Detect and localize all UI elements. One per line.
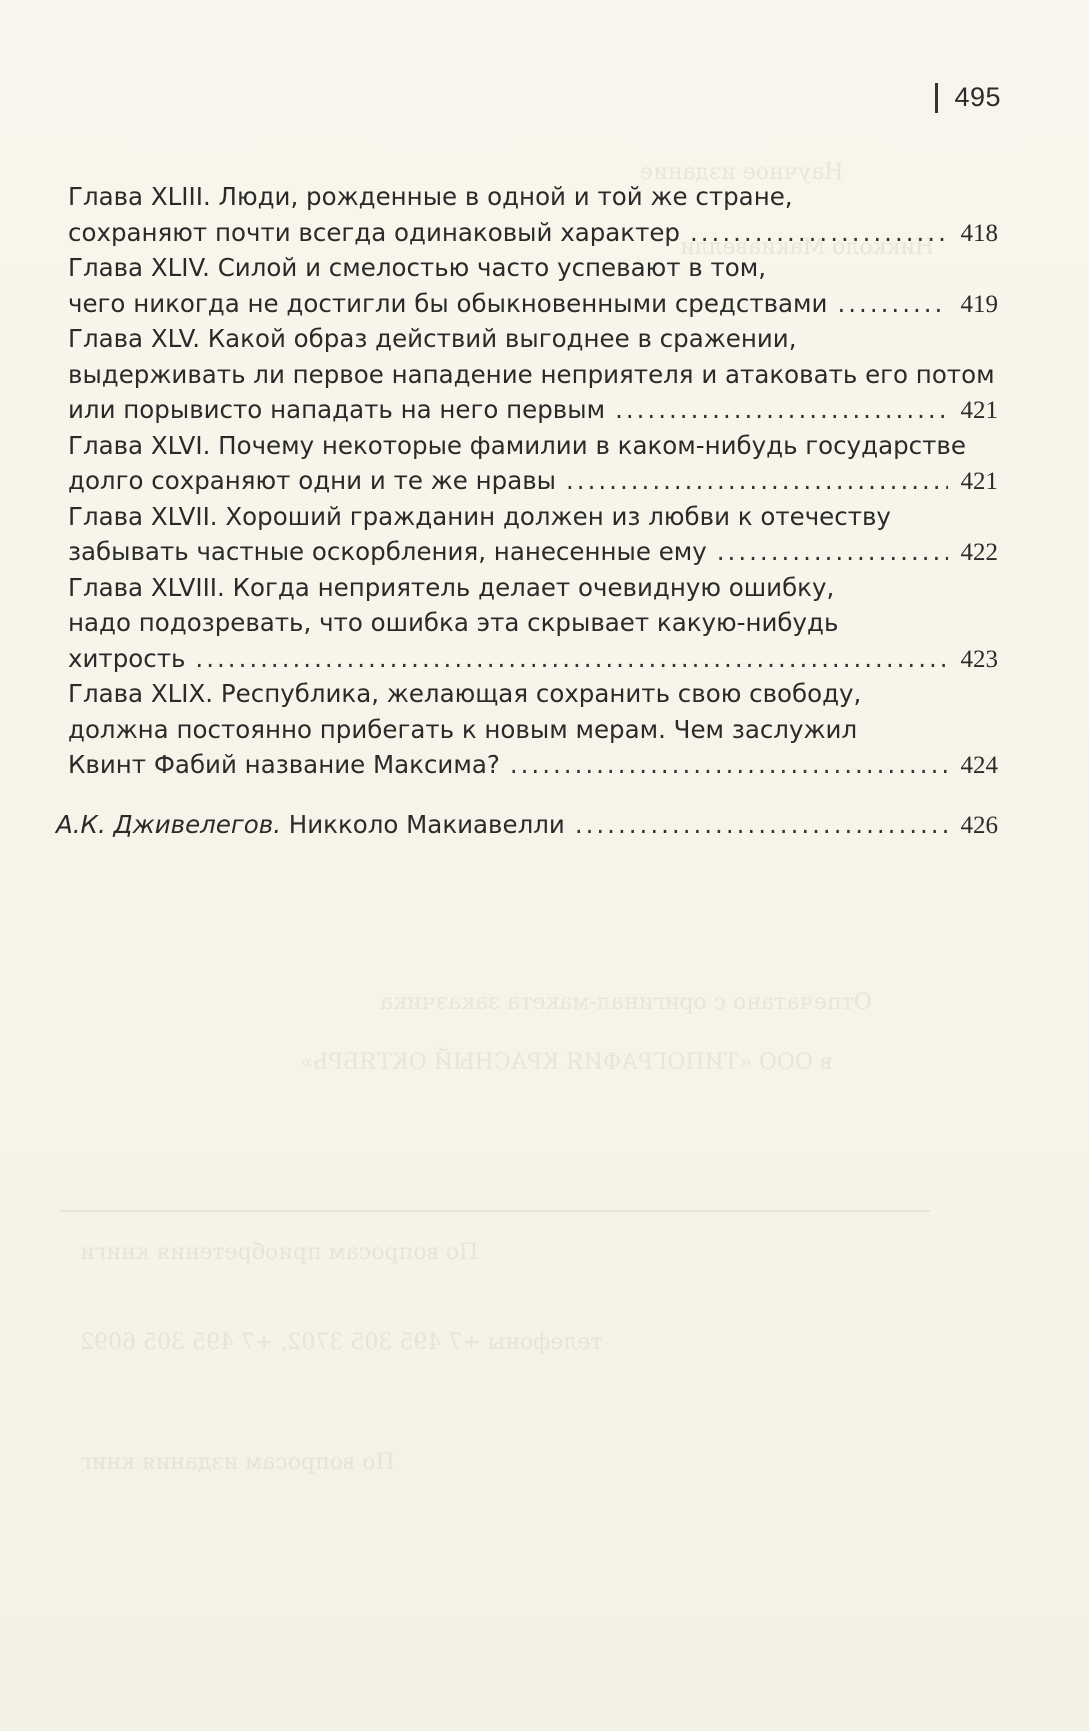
bleed-through-text: в ООО «ТИПОГРАФИЯ КРАСНЫЙ ОКТЯБРЬ» <box>300 1050 833 1075</box>
toc-entry-text: надо подозревать, что ошибка эта скрывает какую-нибудь <box>68 608 839 637</box>
toc-entry-text: Глава XLIII. Люди, рожденные в одной и той же стране, <box>68 182 793 211</box>
toc-leader-dots <box>717 537 948 566</box>
toc-entry-line <box>68 395 998 431</box>
toc-entry-line <box>68 573 998 609</box>
toc-leader-dots <box>837 289 948 318</box>
toc-entry-line <box>68 537 998 573</box>
bleed-through-text: Научное издание <box>640 160 844 185</box>
toc-entry-line <box>68 360 998 396</box>
toc-page-number: 424 <box>960 752 998 779</box>
toc-leader-dots <box>510 750 948 779</box>
toc-leader-dots <box>615 395 948 424</box>
toc-page-number: 423 <box>960 645 998 673</box>
toc-page-number: 418 <box>960 219 998 247</box>
toc-entry-text: должна постоянно прибегать к новым мерам. Чем заслужил <box>68 714 858 744</box>
toc-entry-text: Глава XLVI. Почему некоторые фамилии в каком-нибудь государстве <box>68 430 966 460</box>
bleed-through-text: телефоны +7 495 305 3702, +7 495 305 6092 <box>80 1330 603 1355</box>
toc-entry-text: Глава XLVIII. Когда неприятель делает очевидную ошибку, <box>68 572 835 602</box>
toc-page-number: 426 <box>960 811 998 839</box>
bleed-through-text: Отпечатано с оригинал-макета заказчика <box>380 990 872 1015</box>
toc-page-number: 422 <box>960 539 998 566</box>
toc-page-number: 421 <box>960 397 998 424</box>
table-of-contents <box>56 182 998 845</box>
toc-entry-text: Глава XLV. Какой образ действий выгоднее в сражении, <box>68 324 797 353</box>
toc-page-number: 421 <box>960 468 998 495</box>
header-rule <box>935 83 938 113</box>
toc-entry-text: сохраняют почти всегда одинаковый характер <box>68 217 680 247</box>
toc-entry-text: Глава XLVII. Хороший гражданин должен из любви к отечеству <box>68 501 891 531</box>
toc-entry-text: долго сохраняют одни и те же нравы <box>68 466 557 495</box>
toc-afterword-line <box>56 809 998 846</box>
toc-leader-dots <box>566 466 948 495</box>
toc-leader-dots <box>690 218 948 247</box>
bleed-through-text: Никколо Макиавелли <box>680 235 934 260</box>
toc-entry-text: выдерживать ли первое нападение неприятеля и атаковать его потом <box>68 359 995 389</box>
toc-entry-line <box>68 289 998 325</box>
toc-entry-text <box>56 810 565 839</box>
toc-entry-line <box>68 644 998 680</box>
toc-entry-line <box>68 466 998 502</box>
toc-entry-line <box>68 608 998 644</box>
afterword-author: А.К. Дживелегов. <box>56 809 281 839</box>
toc-page-number: 419 <box>960 290 998 318</box>
toc-entry-text: Глава XLIV. Силой и смелостью часто успевают в том, <box>68 253 767 282</box>
toc-leader-dots <box>195 644 948 673</box>
toc-entry-line <box>68 502 998 538</box>
page-header <box>935 82 1001 113</box>
toc-entry-line <box>68 182 998 218</box>
toc-entry-line <box>68 324 998 360</box>
toc-entry-line <box>68 679 998 715</box>
toc-entry-text: забывать частные оскорбления, нанесенные ему <box>68 537 707 566</box>
bleed-through-text: По вопросам издания книг <box>80 1450 395 1475</box>
toc-entry-line <box>68 431 998 467</box>
toc-entry-text: чего никогда не достигли бы обыкновенными средствами <box>68 288 828 318</box>
toc-leader-dots <box>575 810 948 839</box>
afterword-title: Никколо Макиавелли <box>288 809 565 839</box>
toc-entry-text: Глава XLIX. Республика, желающая сохранить свою свободу, <box>68 679 862 708</box>
toc-entry-line <box>68 253 998 289</box>
toc-entry-line <box>68 750 998 786</box>
bleed-through-text: По вопросам приобретения книги <box>80 1240 479 1265</box>
toc-entry-line <box>68 218 998 254</box>
toc-entry-text: или порывисто нападать на него первым <box>68 395 606 424</box>
toc-entry-line <box>68 715 998 751</box>
toc-spacer <box>68 786 998 810</box>
bleed-through-rule <box>60 1210 930 1212</box>
toc-entry-text: хитрость <box>68 643 186 673</box>
page-number: 495 <box>954 82 1001 112</box>
toc-entry-text: Квинт Фабий название Максима? <box>68 750 500 779</box>
